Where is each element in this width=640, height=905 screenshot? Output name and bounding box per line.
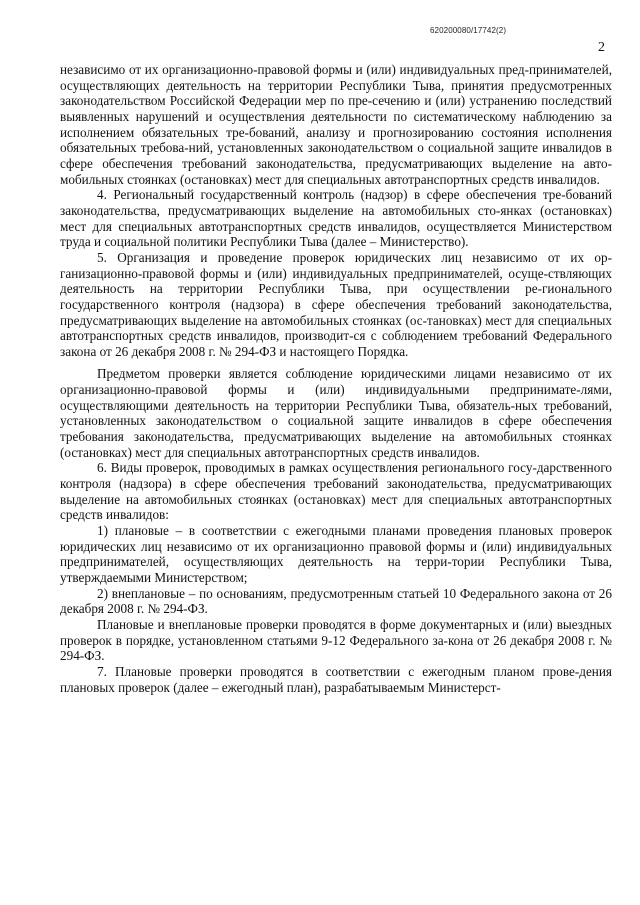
- paragraph-item-6: 6. Виды проверок, проводимых в рамках осуществления регионального госу-дарственного контроля (надзора) в сфере обеспечения требований законодательства, предусматривающих выделение на автомобильных стоянках (остановках) мест для специальных автотранспортных средств инвалидов:: [60, 460, 612, 523]
- paragraph-continuation: независимо от их организационно-правовой формы и (или) индивидуальных пред-принимателей, осуществляющих деятельность на территории Республики Тыва, принятия предусмотренных законодательством Российской Федерации мер по пре-сечению и (или) устранению последствий выявленных нарушений и осуществления деятельности по систематическому наблюдению за исполнением обязательных тре-бований, анализу и прогнозированию состояния исполнения обязательных требова-ний, установленных законодательством о социальной защите инвалидов в сфере обеспечения требований законодательства, предусматривающих выделение на авто-мобильных стоянках (остановках) мест для специальных автотранспортных средств инвалидов.: [60, 62, 612, 187]
- page-number: 2: [598, 40, 605, 55]
- paragraph-item-7: 7. Плановые проверки проводятся в соответствии с ежегодным планом прове-дения плановых проверок (далее – ежегодный план), разрабатываемым Министерст-: [60, 663, 612, 695]
- paragraph-item-5: 5. Организация и проведение проверок юридических лиц независимо от их ор-ганизационно-правовой формы и (или) индивидуальных предпринимателей, осуще-ствляющих деятельность на территории Республики Тыва, при осуществлении ре-гионального государственного контроля (надзора) в сфере обеспечения требований законодательства, предусматривающих выделение на автомобильных стоянках (ос-тановках) мест для специальных автотранспортных средств инвалидов, производит-ся с соблюдением требований Федерального закона от 26 декабря 2008 г. № 294-ФЗ и настоящего Порядка.: [60, 249, 612, 359]
- document-registration-code: 620200080/17742(2): [430, 26, 507, 35]
- paragraph-item-4: 4. Региональный государственный контроль (надзор) в сфере обеспечения тре-бований законодательства, предусматривающих выделение на автомобильных сто-янках (остановках) мест для специальных автотранспортных средств инвалидов, осуществляется Министерством труда и социальной политики Республики Тыва (далее – Министерство).: [60, 187, 612, 250]
- document-body: [60, 62, 612, 695]
- list-item-unplanned-inspections: 2) внеплановые – по основаниям, предусмотренным статьей 10 Федерального закона от 26 декабря 2008 г. № 294-ФЗ.: [60, 585, 612, 617]
- list-item-planned-inspections: 1) плановые – в соответствии с ежегодными планами проведения плановых проверок юридических лиц независимо от их организационно правовой формы и (или) индивидуальных предпринимателей, осуществляющих деятельность на терри-тории Республики Тыва, утверждаемыми Министерством;: [60, 523, 612, 585]
- paragraph-inspection-forms: Плановые и внеплановые проверки проводятся в форме документарных и (или) выездных проверок в порядке, установленном статьями 9-12 Федерального за-кона от 26 декабря 2008 г. № 294-ФЗ.: [60, 616, 612, 664]
- paragraph-inspection-subject: Предметом проверки является соблюдение юридическими лицами независимо от их организационно-правовой формы и (или) индивидуальными предпринимате-лями, осуществляющими деятельность на территории Республики Тыва, обязатель-ных требований, установленных законодательством о социальной защите инвалидов в сфере обеспечения требования законодательства, предусматривающих выделение на автомобильных стоянках (остановках) мест для специальных автотранспортных средств инвалидов.: [60, 366, 612, 460]
